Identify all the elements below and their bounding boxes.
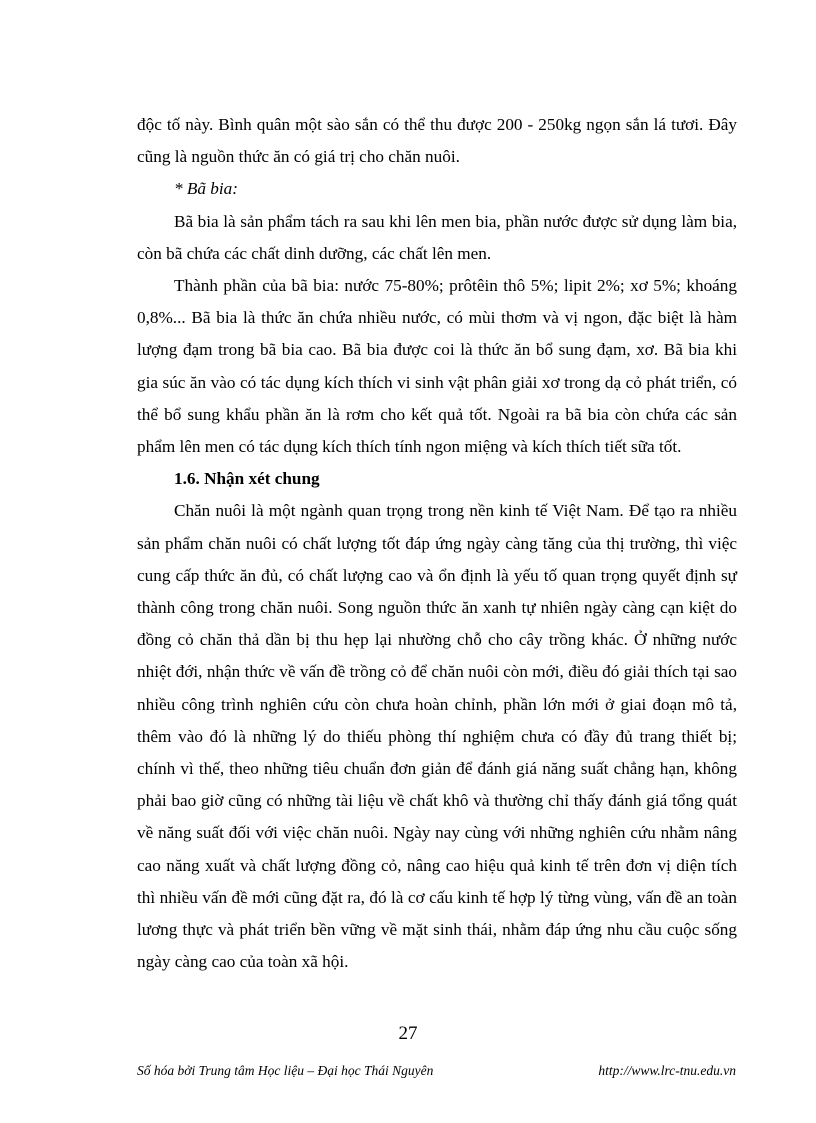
footer-url[interactable]: http://www.lrc-tnu.edu.vn [598, 1063, 736, 1078]
paragraph-ba-bia-definition: Bã bia là sản phẩm tách ra sau khi lên men bia, phần nước được sử dụng làm bia, còn bã chứa các chất dinh dưỡng, các chất lên men. [137, 211, 737, 263]
paragraph-continuation: độc tố này. Bình quân một sào sắn có thể thu được 200 - 250kg ngọn sắn lá tươi. Đây cũng là nguồn thức ăn có giá trị cho chăn nuôi. [137, 115, 737, 167]
document-body [137, 109, 737, 978]
paragraph-general-remarks: Chăn nuôi là một ngành quan trọng trong nền kinh tế Việt Nam. Để tạo ra nhiều sản phẩm chăn nuôi có chất lượng tốt đáp ứng ngày càng tăng của thị trường, thì việc cung cấp thức ăn đủ, có chất lượng cao và ổn định là yếu tố quan trọng quyết định sự thành công trong chăn nuôi. Song nguồn thức ăn xanh tự nhiên ngày càng cạn kiệt do đồng cỏ chăn thả dần bị thu hẹp lại nhường chỗ cho cây trồng khác. Ở những nước nhiệt đới, nhận thức về vấn đề trồng cỏ để chăn nuôi còn mới, điều đó giải thích tại sao nhiều công trình nghiên cứu còn chưa hoàn chỉnh, phần lớn mới ở giai đoạn mô tả, thêm vào đó là những lý do thiếu phòng thí nghiệm chưa có đầy đủ trang thiết bị; chính vì thế, theo những tiêu chuẩn đơn giản để đánh giá năng suất chẳng hạn, không phải bao giờ cũng có những tài liệu về chất khô và thường chỉ thấy đánh giá tổng quát về năng suất đối với việc chăn nuôi. Ngày nay cùng với những nghiên cứu nhằm nâng cao năng xuất và chất lượng đồng cỏ, nâng cao hiệu quả kinh tế trên đơn vị diện tích thì nhiều vấn đề mới cũng đặt ra, đó là cơ cấu kinh tế hợp lý từng vùng, vấn đề an toàn lương thực và phát triển bền vững về mặt sinh thái, nhằm đáp ứng nhu cầu cuộc sống ngày càng cao của toàn xã hội. [137, 501, 737, 972]
footer-publisher: Số hóa bởi Trung tâm Học liệu – Đại học Thái Nguyên [137, 1063, 434, 1078]
subheading-ba-bia: * Bã bia: [174, 179, 238, 199]
page-number: 27 [398, 1023, 418, 1044]
paragraph-ba-bia-composition: Thành phần của bã bia: nước 75-80%; prôtêin thô 5%; lipit 2%; xơ 5%; khoáng 0,8%... Bã bia là thức ăn chứa nhiều nước, có mùi thơm và vị ngon, đặc biệt là hàm lượng đạm trong bã bia cao. Bã bia được coi là thức ăn bổ sung đạm, xơ. Bã bia khi gia súc ăn vào có tác dụng kích thích vi sinh vật phân giải xơ trong dạ cỏ phát triển, có thể bổ sung khẩu phần ăn là rơm cho kết quả tốt. Ngoài ra bã bia còn chứa các sản phẩm lên men có tác dụng kích thích tính ngon miệng và kích thích tiết sữa tốt. [137, 276, 737, 457]
section-heading: 1.6. Nhận xét chung [174, 469, 320, 489]
